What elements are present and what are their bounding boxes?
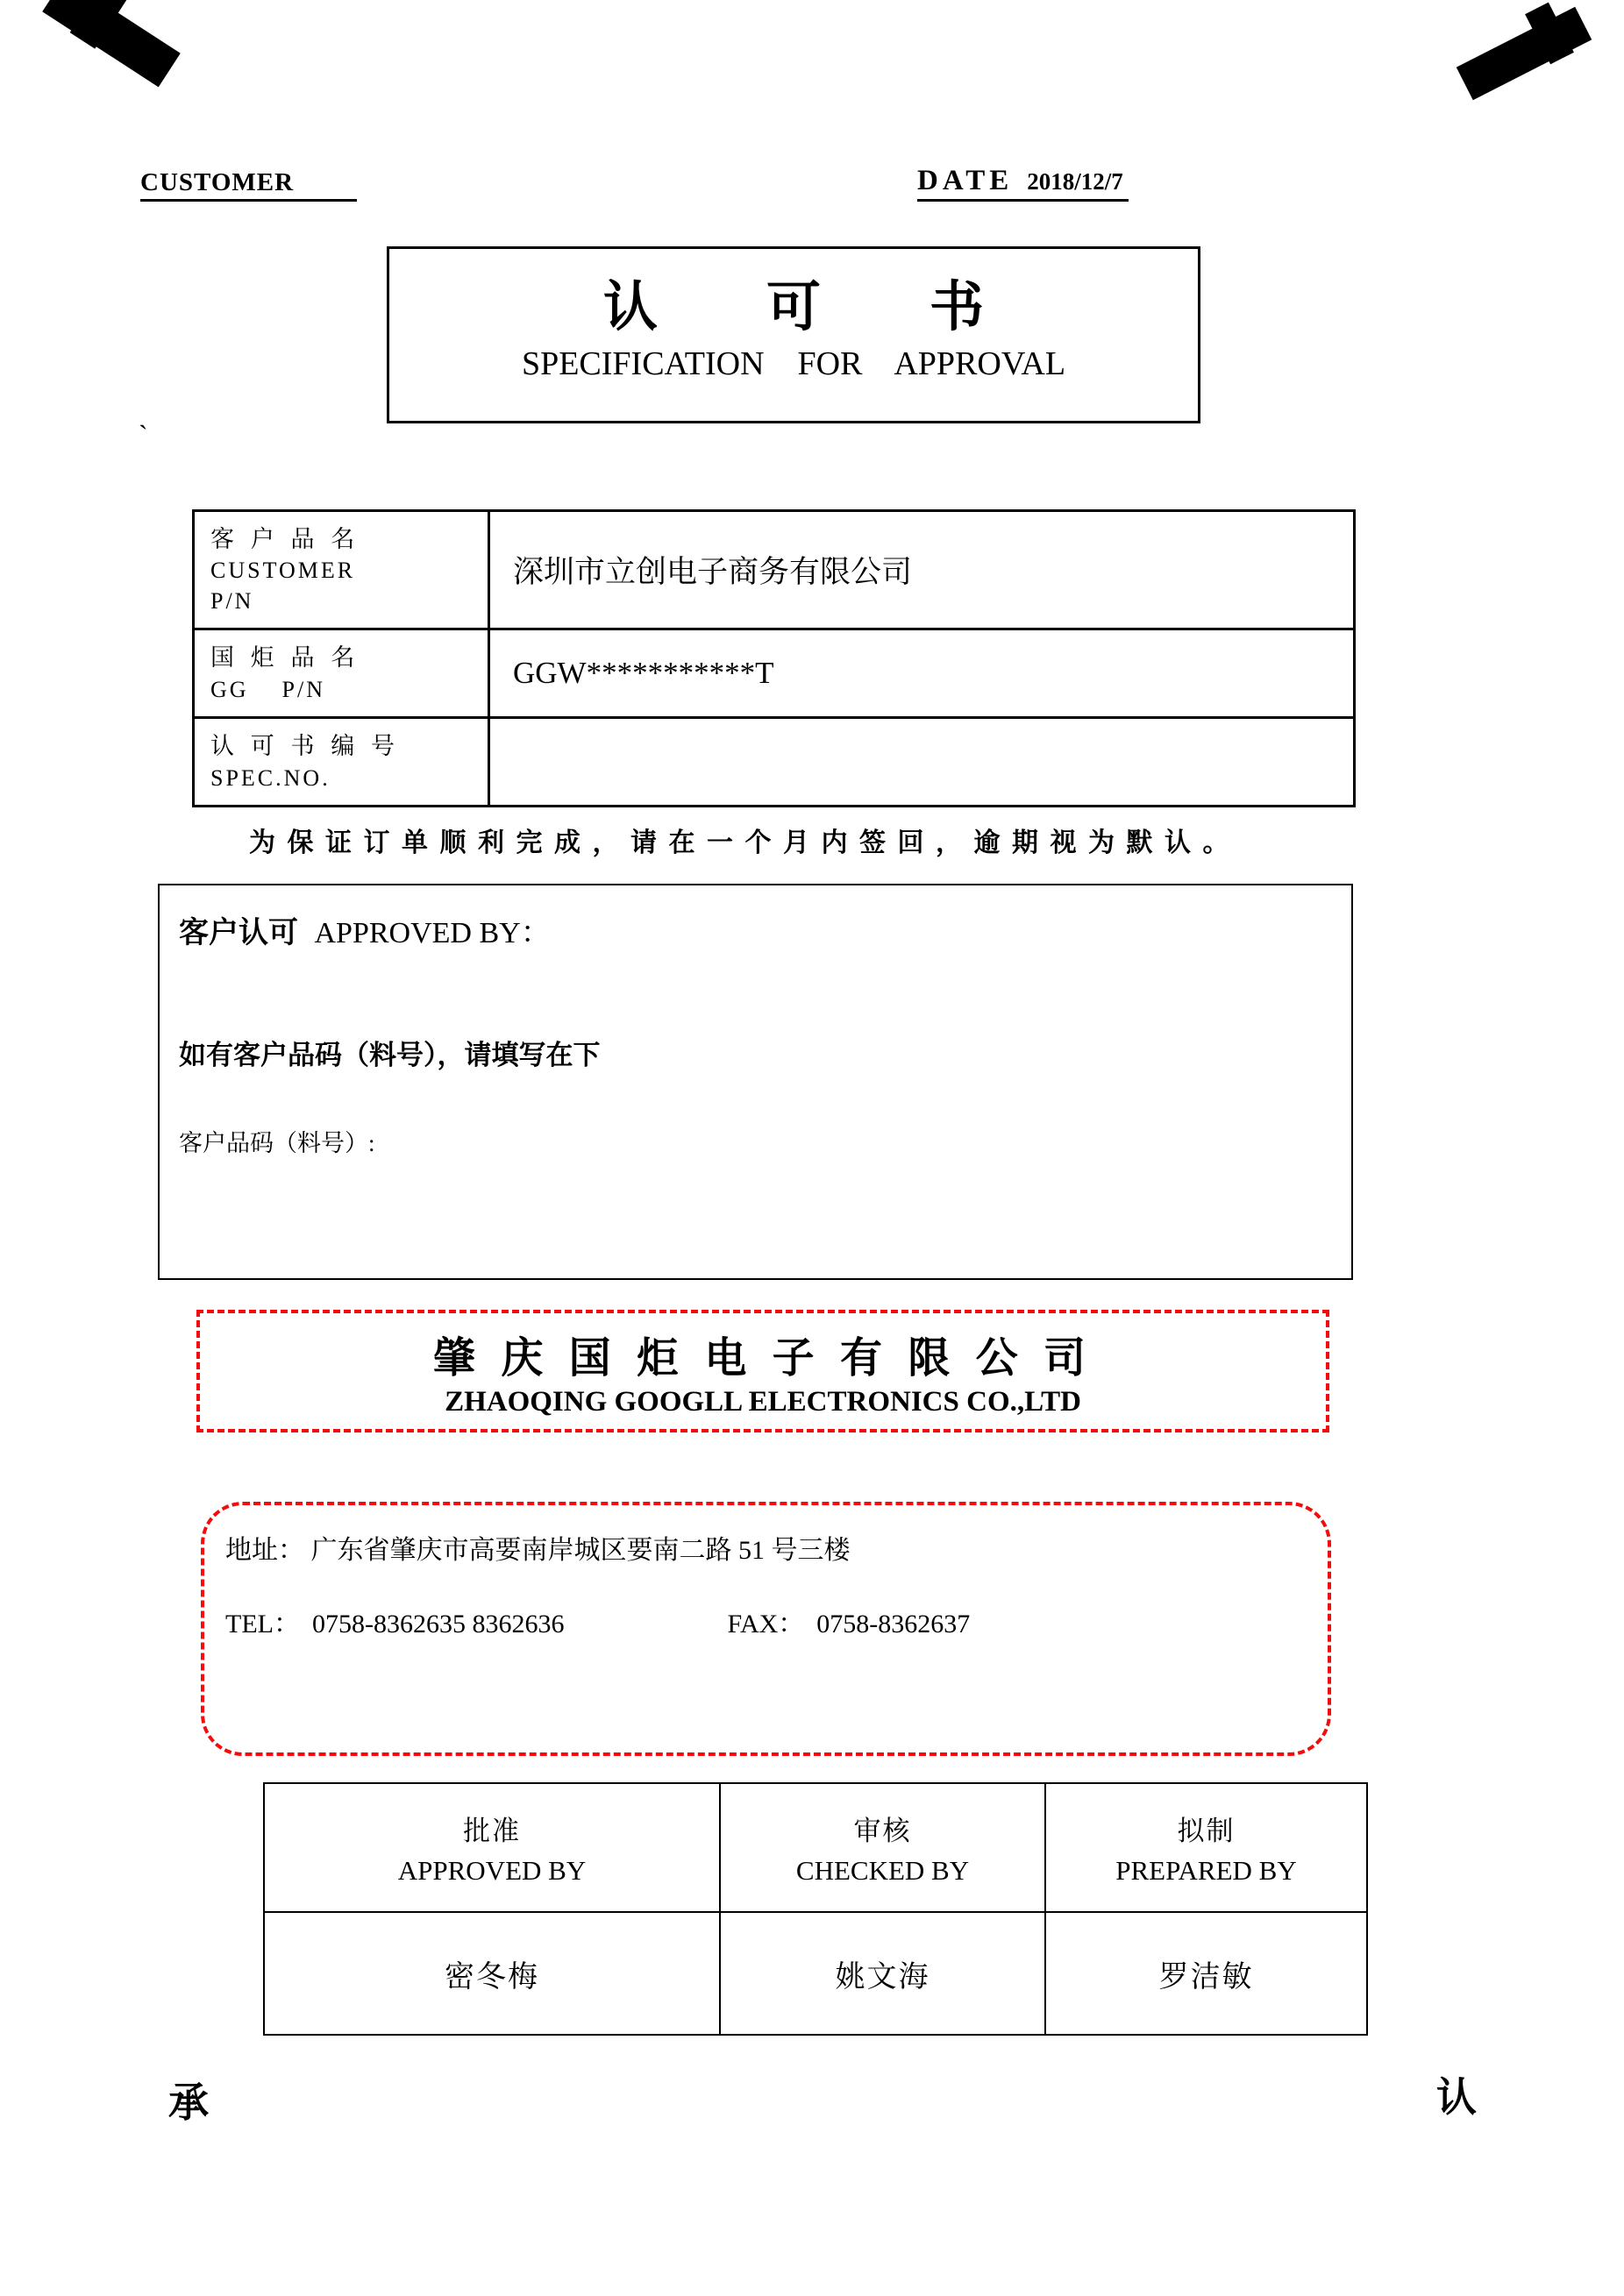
title-chinese: 认 可 书 <box>602 278 984 338</box>
table-row <box>194 718 1355 807</box>
signature-table <box>263 1782 1368 2036</box>
footer-char-ren: 认 <box>1436 2075 1477 2120</box>
date-value: 2018/12/7 <box>1027 168 1123 195</box>
signature-header-row <box>264 1783 1367 1912</box>
header-en: CHECKED BY <box>795 1855 970 1886</box>
label-en: P/N <box>210 588 254 615</box>
fax-label: FAX： <box>727 1610 805 1638</box>
customer-code-field-label: 客户品码（料号）: <box>179 1130 375 1156</box>
company-name-chinese: 肇 庆 国 炬 电 子 有 限 公 司 <box>432 1335 1093 1382</box>
gg-pn-value-cell: GGW***********T <box>489 629 1355 718</box>
tel-label: TEL： <box>225 1610 300 1638</box>
sign-back-notice: 为 保 证 订 单 顺 利 完 成 ， 请 在 一 个 月 内 签 回 ， 逾 期 视 为 默 认 。 <box>249 828 1232 857</box>
company-name-box <box>196 1310 1329 1432</box>
label-cn: 认 可 书 编 号 <box>210 733 400 760</box>
checked-by-header-cell <box>720 1783 1045 1912</box>
checked-by-name-cell: 姚文海 <box>720 1912 1045 2035</box>
customer-approval-box <box>158 884 1353 1280</box>
prepared-by-name-cell: 罗洁敏 <box>1045 1912 1367 2035</box>
label-cn: 国 炬 品 名 <box>210 644 360 672</box>
header-en: APPROVED BY <box>397 1855 587 1886</box>
customer-label: CUSTOMER <box>140 168 357 202</box>
spec-no-value-cell <box>489 718 1355 807</box>
tel-fax-line <box>225 1602 970 1640</box>
table-row <box>194 511 1355 629</box>
date-field <box>917 165 1129 202</box>
date-label: DATE <box>917 165 1014 196</box>
tel-value: 0758-8362635 8362636 <box>311 1610 565 1638</box>
header-cn: 审核 <box>853 1816 912 1846</box>
label-cn: 客 户 品 名 <box>210 525 360 552</box>
label-en: GG P/N <box>210 676 326 702</box>
company-address: 地址： 广东省肇庆市高要南岸城区要南二路 51 号三楼 <box>225 1536 851 1565</box>
gg-pn-label-cell <box>194 629 489 718</box>
stray-backtick-mark: ` <box>139 419 148 451</box>
header-cn: 批准 <box>463 1816 521 1846</box>
table-row <box>194 629 1355 718</box>
signature-names-row <box>264 1912 1367 2035</box>
title-english: SPECIFICATION FOR APPROVAL <box>521 345 1066 382</box>
footer-char-cheng: 承 <box>168 2080 209 2125</box>
company-contact-box <box>201 1502 1331 1756</box>
customer-pn-label-cell <box>194 511 489 629</box>
customer-code-instruction: 如有客户品码（料号），请填写在下 <box>179 1040 601 1070</box>
header-cn: 拟制 <box>1177 1816 1236 1846</box>
approved-by-name-cell: 密冬梅 <box>264 1912 720 2035</box>
approved-by-line <box>179 908 551 951</box>
header-en: PREPARED BY <box>1115 1855 1297 1886</box>
approved-by-en: APPROVED BY： <box>314 917 551 949</box>
customer-field <box>140 168 357 202</box>
part-info-table <box>192 509 1356 807</box>
approved-by-header-cell <box>264 1783 720 1912</box>
prepared-by-header-cell <box>1045 1783 1367 1912</box>
customer-pn-value-cell: 深圳市立创电子商务有限公司 <box>489 511 1355 629</box>
spec-no-label-cell <box>194 718 489 807</box>
label-en: CUSTOMER <box>210 558 356 584</box>
approved-by-cn: 客户认可 <box>179 916 298 949</box>
company-name-english: ZHAOQING GOOGLL ELECTRONICS CO.,LTD <box>445 1386 1081 1418</box>
fax-value: 0758-8362637 <box>816 1610 971 1638</box>
label-en: SPEC.NO. <box>210 764 331 791</box>
title-box <box>387 246 1200 423</box>
